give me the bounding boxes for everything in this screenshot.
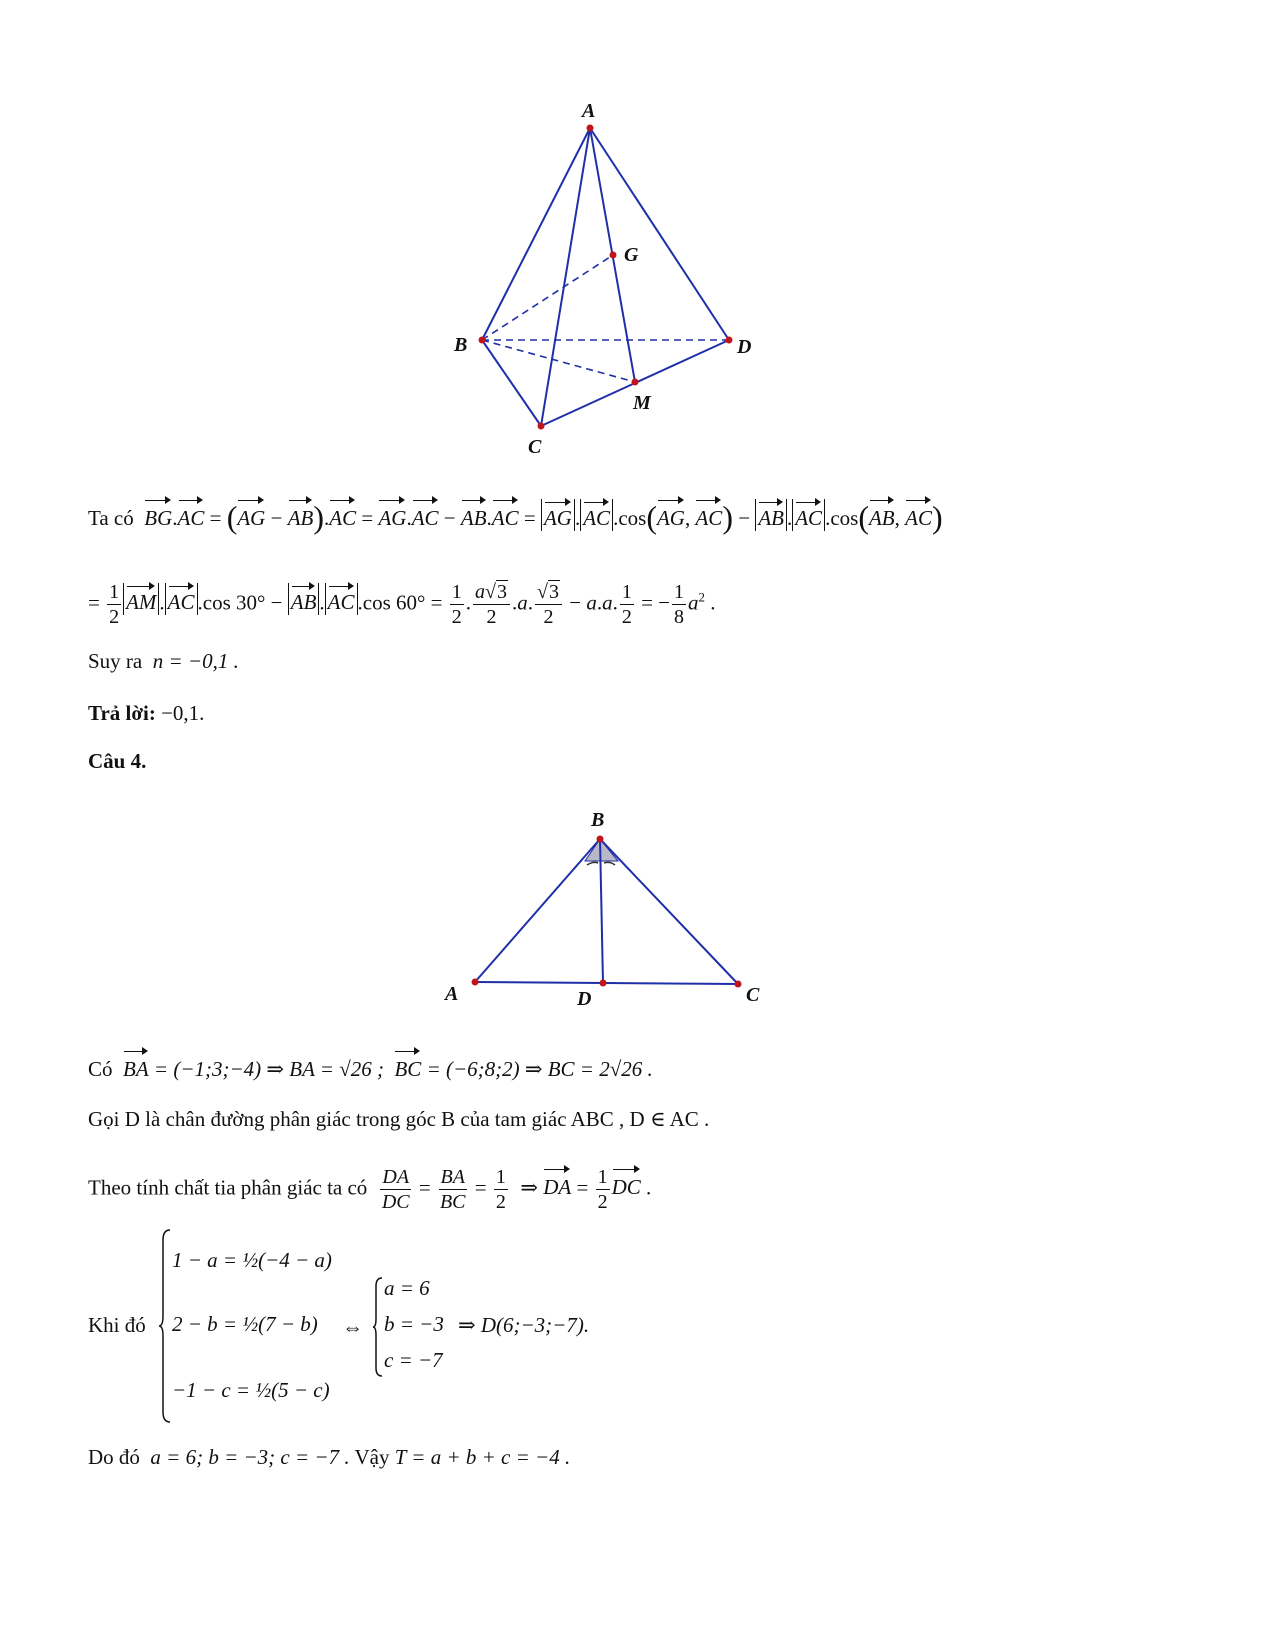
question-4-heading: Câu 4. <box>88 749 147 773</box>
point-b2 <box>597 836 604 843</box>
text-khi-do: Khi đó <box>88 1313 146 1337</box>
vec-ag2: AG <box>378 497 406 533</box>
text-ta-co: Ta có <box>88 506 134 530</box>
point-c2 <box>735 981 742 988</box>
edge-ad <box>590 128 729 340</box>
left-brace <box>158 1228 172 1424</box>
solution-a: a = 6 <box>384 1276 430 1300</box>
solution-c: c = −7 <box>384 1348 443 1372</box>
text-theo-tinh-chat: Theo tính chất tia phân giác ta có <box>88 1175 368 1200</box>
point-c <box>538 423 545 430</box>
n-value: n = −0,1 . <box>152 649 239 673</box>
line-tra-loi <box>88 698 204 728</box>
line-theo-tinh-chat: Theo tính chất tia phân giác ta có $\frac{DA}{DC}$ = $\frac{BA}{BC}$ = $\frac{1}{2}$ ⇒ DA = $\frac{1}{2}$ DC . <box>88 1166 652 1213</box>
text-vay: Vậy <box>354 1445 390 1469</box>
bc-value: = (−6;8;2) ⇒ BC = 2√26 . <box>426 1057 653 1081</box>
point-d-result: ⇒ D(6;−3;−7). <box>458 1313 590 1337</box>
cos-2: cos <box>830 506 859 530</box>
point-g <box>610 252 617 259</box>
label-d2: D <box>577 988 592 1010</box>
text-suy-ra: Suy ra <box>88 649 143 673</box>
line-result: = $\frac{1}{2}$ AM . AC .cos 30° − AB . AC .cos 60° = $\frac{1}{2}$ . $\frac{a√3}{2}$ .a. $\frac{√3}{2}$ − a.a. $\frac{1}{2}$ = − $\frac{1}{8}$ $a^2$ . <box>88 581 716 628</box>
cos-1: cos <box>618 506 647 530</box>
vec-ag: AG <box>237 497 265 533</box>
vec-ac4: AC <box>492 497 519 533</box>
point-m <box>632 379 639 386</box>
vec-ac2: AC <box>329 497 356 533</box>
label-a: A <box>582 100 596 122</box>
vec-ab2: AB <box>461 497 487 533</box>
line-ta-co: Ta có BG.AC = (AG − AB).AC = AG.AC − AB.AC = AG . AC .cos(AG, AC) − AB . AC .cos(AB, AC) <box>88 499 943 535</box>
equation-1: 1 − a = ½(−4 − a) <box>172 1248 332 1272</box>
answer-value: −0,1. <box>161 701 205 725</box>
line-suy-ra <box>88 646 239 676</box>
cos-30: cos 30° <box>202 590 266 615</box>
equation-2: 2 − b = ½(7 − b) <box>172 1312 318 1336</box>
label-c2: C <box>746 984 760 1006</box>
tetrahedron-figure <box>440 95 780 465</box>
edge-ab <box>482 128 590 340</box>
angle-arc-right <box>604 862 615 865</box>
vec-bc: BC <box>394 1048 421 1084</box>
point-d2 <box>600 980 607 987</box>
label-m: M <box>633 392 651 414</box>
edge-bc <box>600 839 738 984</box>
point-a2 <box>472 979 479 986</box>
right-brace <box>372 1276 384 1378</box>
text-do-do: Do đó <box>88 1445 140 1469</box>
line-do-do <box>88 1442 570 1472</box>
vec-ba: BA <box>123 1048 149 1084</box>
edge-bg-dashed <box>482 255 613 340</box>
cos-60: cos 60° <box>362 590 426 615</box>
label-g: G <box>624 244 639 266</box>
text-co: Có <box>88 1057 113 1081</box>
vec-ab: AB <box>288 497 314 533</box>
ba-value: = (−1;3;−4) ⇒ BA = √26 ; <box>153 1057 384 1081</box>
vec-ac3: AC <box>412 497 439 533</box>
point-b <box>479 337 486 344</box>
label-d: D <box>737 336 752 358</box>
equation-3: −1 − c = ½(5 − c) <box>172 1378 330 1402</box>
angle-arc-left <box>587 862 598 865</box>
vec-bg: BG <box>144 497 172 533</box>
equiv-symbol: ⇔ <box>342 1315 363 1339</box>
label-b: B <box>454 334 468 356</box>
edge-ba <box>475 839 600 982</box>
label-c: C <box>528 436 542 458</box>
point-a <box>587 125 594 132</box>
line-goi-d: Gọi D là chân đường phân giác trong góc B của tam giác ABC , D ∈ AC . <box>88 1107 710 1131</box>
edge-bm-dashed <box>482 340 635 382</box>
line-co <box>88 1048 653 1084</box>
answer-label: Trả lời: <box>88 701 156 725</box>
label-a2: A <box>445 983 459 1005</box>
final-values: a = 6; b = −3; c = −7 . <box>150 1445 350 1469</box>
edge-bc <box>482 340 541 426</box>
triangle-figure <box>440 805 780 1015</box>
point-d <box>726 337 733 344</box>
label-b2: B <box>591 809 605 831</box>
solution-b: b = −3 <box>384 1312 444 1336</box>
edge-ac <box>541 128 590 426</box>
final-t: T = a + b + c = −4 . <box>394 1445 571 1469</box>
vec-ac: AC <box>178 497 205 533</box>
